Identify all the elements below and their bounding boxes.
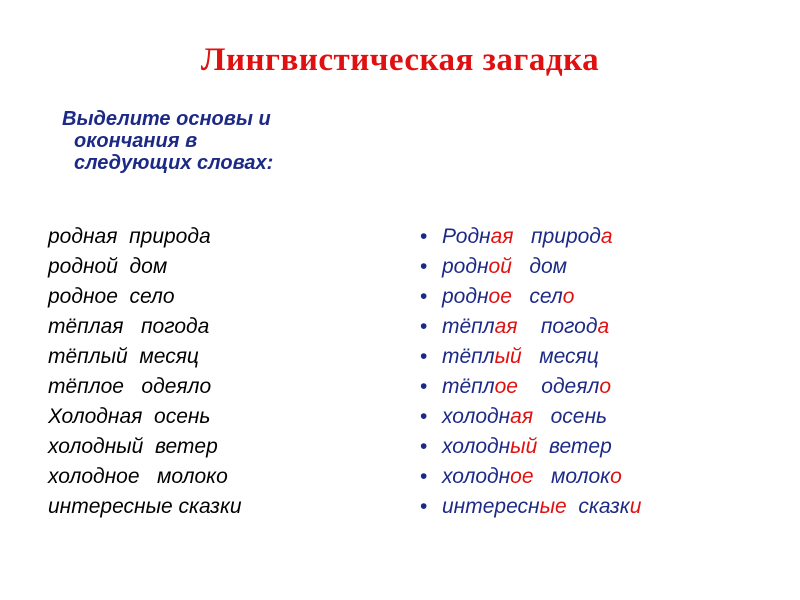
- word-list-annotated: [420, 222, 641, 522]
- word-pair: родное село: [48, 285, 175, 308]
- annotated-word-pair: [420, 222, 641, 252]
- word-pair: холодный ветер: [48, 435, 218, 458]
- annotated-word-pair: [420, 342, 641, 372]
- word-ending: о: [562, 285, 575, 308]
- bullet-icon: •: [420, 465, 428, 488]
- word-stem: тёпл: [442, 315, 495, 338]
- word-stem: холодн: [442, 435, 511, 458]
- word-stem: погод: [517, 315, 598, 338]
- bullet-icon: •: [420, 375, 428, 398]
- word-stem: тёпл: [442, 375, 495, 398]
- bullet-icon: •: [420, 345, 428, 368]
- word-pair: Холодная осень: [48, 405, 211, 428]
- word-stem: молок: [533, 465, 611, 488]
- annotated-word-pair: [420, 462, 641, 492]
- word-pair: родной дом: [48, 255, 168, 278]
- word-stem: холодн: [442, 405, 511, 428]
- annotated-word-pair: [420, 432, 641, 462]
- annotated-word-pair: [420, 372, 641, 402]
- instruction-text: [62, 108, 362, 174]
- bullet-icon: •: [420, 405, 428, 428]
- word-ending: ая: [494, 315, 518, 338]
- word-ending: ое: [488, 285, 512, 308]
- word-ending: о: [610, 465, 622, 488]
- word-ending: ый: [494, 345, 522, 368]
- bullet-icon: •: [420, 285, 428, 308]
- word-ending: а: [597, 315, 610, 338]
- annotated-word-pair: [420, 312, 641, 342]
- word-stem: холодн: [442, 465, 511, 488]
- word-ending: ой: [488, 255, 512, 278]
- word-ending: ый: [510, 435, 538, 458]
- word-stem: родн: [442, 285, 489, 308]
- word-list-plain: [48, 222, 242, 522]
- word-stem: родн: [442, 255, 489, 278]
- word-pair: тёплый месяц: [48, 345, 199, 368]
- page-title: Лингвистическая загадка: [200, 42, 600, 78]
- annotated-word-pair: [420, 282, 641, 312]
- word-stem: интересн: [442, 495, 540, 518]
- word-stem: месяц: [521, 345, 599, 368]
- word-stem: природ: [513, 225, 601, 248]
- word-pair: интересные сказки: [48, 495, 242, 518]
- word-pair: тёплая погода: [48, 315, 210, 338]
- word-stem: сказк: [566, 495, 630, 518]
- word-ending: и: [629, 495, 642, 518]
- bullet-icon: •: [420, 225, 428, 248]
- annotated-word-pair: [420, 492, 641, 522]
- word-ending: ое: [510, 465, 534, 488]
- instruction-line: Выделите основы и: [62, 108, 271, 130]
- bullet-icon: •: [420, 315, 428, 338]
- word-pair: родная природа: [48, 225, 211, 248]
- bullet-icon: •: [420, 495, 428, 518]
- bullet-icon: •: [420, 435, 428, 458]
- word-stem: тёпл: [442, 345, 495, 368]
- word-pair: тёплое одеяло: [48, 375, 212, 398]
- word-stem: сел: [511, 285, 563, 308]
- word-ending: а: [600, 225, 613, 248]
- word-ending: ая: [490, 225, 514, 248]
- instruction-line: окончания в: [74, 130, 198, 152]
- word-ending: ое: [494, 375, 518, 398]
- word-ending: ые: [539, 495, 567, 518]
- word-stem: ветер: [537, 435, 612, 458]
- word-stem: Родн: [442, 225, 491, 248]
- annotated-word-pair: [420, 252, 641, 282]
- word-stem: дом: [511, 255, 568, 278]
- word-ending: о: [599, 375, 611, 398]
- annotated-word-pair: [420, 402, 641, 432]
- word-stem: осень: [533, 405, 608, 428]
- word-ending: ая: [510, 405, 534, 428]
- bullet-icon: •: [420, 255, 428, 278]
- word-pair: холодное молоко: [48, 465, 228, 488]
- instruction-line: следующих словах:: [74, 152, 274, 174]
- word-stem: одеял: [517, 375, 600, 398]
